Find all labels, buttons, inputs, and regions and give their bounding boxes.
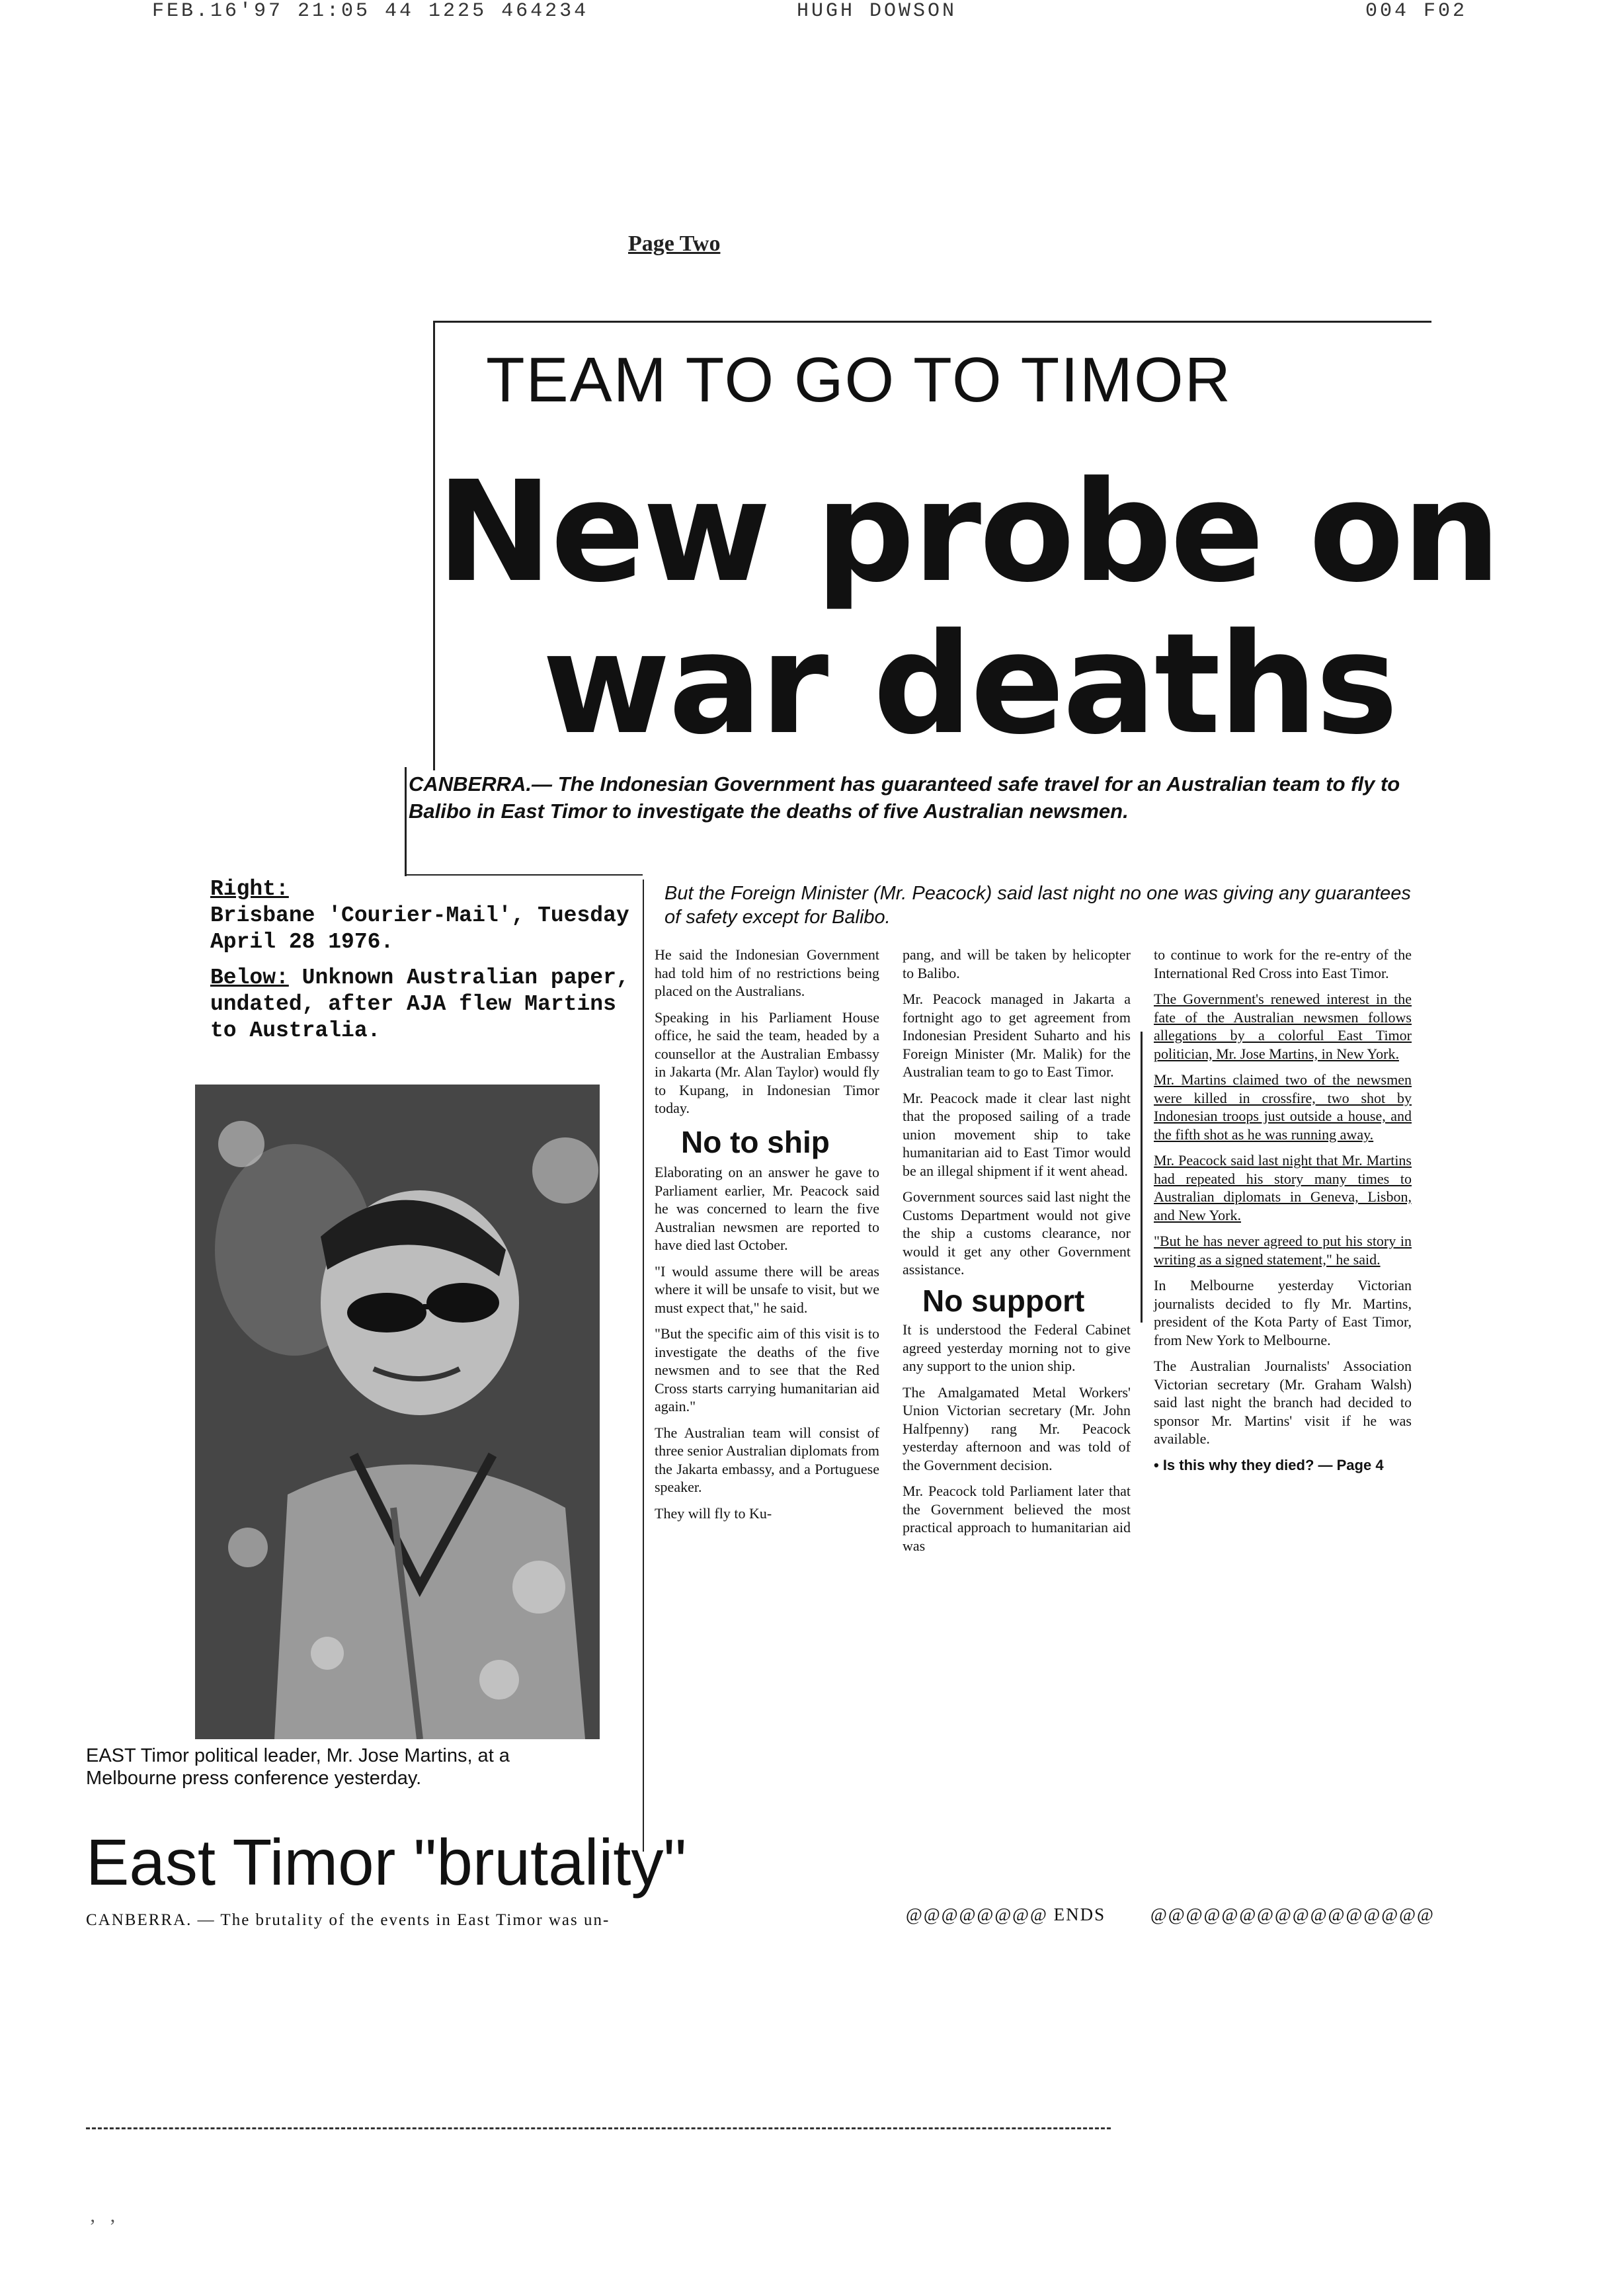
subhead-no-support: No support (922, 1283, 1085, 1318)
column-rule-left (643, 880, 644, 1852)
intro-left-rule (405, 767, 407, 876)
second-article-text: CANBERRA. — The brutality of the events in East Timor was un- (86, 1911, 610, 1929)
highlight-bracket (1141, 1032, 1143, 1323)
col1-paragraph-4: "I would assume there will be areas where it will be unsafe to visit, but we must expect that," he said. (655, 1262, 879, 1316)
headline-line-1: New probe on (436, 451, 1500, 613)
intro-bottom-rule (405, 874, 643, 876)
col2-paragraph-7: Mr. Peacock told Parliament later that the Government believed the most practical approach to humanitarian aid was (903, 1483, 1131, 1554)
fax-datetime: FEB.16'97 21:05 44 1225 464234 (152, 0, 589, 22)
martins-photo (195, 1085, 600, 1739)
photo-caption: EAST Timor political leader, Mr. Jose Martins, at a Melbourne press conference yesterday. (86, 1745, 510, 1789)
ends-marker: @@@@@@@@ ENDS (906, 1905, 1106, 1924)
col2-paragraph-5: It is understood the Federal Cabinet agreed yesterday morning not to give any support to the union ship. (903, 1321, 1131, 1374)
col1-paragraph-1: He said the Indonesian Government had told him of no restrictions being placed on the Australians. (655, 946, 879, 999)
col2-paragraph-1: pang, and will be taken by helicopter to Balibo. (903, 946, 1131, 981)
article-lede: But the Foreign Minister (Mr. Peacock) said last night no one was giving any guarantees of safety except for Balibo. (664, 883, 1411, 928)
col2-paragraph-2: Mr. Peacock managed in Jakarta a fortnight ago to get agreement from Indonesian President Suharto and his Foreign Minister (Mr. Malik) for the Australian team to go to East Timor. (903, 991, 1131, 1080)
col1-paragraph-7: They will fly to Ku- (655, 1504, 772, 1522)
subhead-no-to-ship: No to ship (681, 1124, 830, 1159)
margin-marks: ’ ’ (89, 2215, 116, 2237)
annotation-below-label: Below: (210, 965, 289, 990)
typed-annotation (210, 876, 633, 1044)
col3-see-page-4: • Is this why they died? — Page 4 (1154, 1456, 1384, 1473)
frame-left-rule (433, 321, 435, 770)
col3-paragraph-5: "But he has never agreed to put his story in writing as a signed statement," he said. (1154, 1233, 1412, 1268)
article-intro: CANBERRA.— The Indonesian Government has guaranteed safe travel for an Australian team to fly to Balibo in East Timor to investigate the deaths of five Australian newsmen. (409, 772, 1400, 823)
portrait-illustration (195, 1085, 600, 1739)
fax-page-number: 004 F02 (1365, 0, 1468, 22)
col1-paragraph-2: Speaking in his Parliament House office, he said the team, headed by a counsellor at the Australian Embassy in Jakarta (Mr. Alan Taylor) would fly to Kupang, in Indonesian Timor today. (655, 1008, 879, 1116)
col2-paragraph-6: The Amalgamated Metal Workers' Union Victorian secretary (Mr. John Halfpenny) rang Mr. Peacock yesterday afternoon and was told of the Government decision. (903, 1383, 1131, 1473)
fax-sender: HUGH DOWSON (797, 0, 957, 22)
col2-paragraph-3: Mr. Peacock made it clear last night that the proposed sailing of a trade union movement ship to take humanitarian aid to East Timor would be an illegal shipment if it went ahead. (903, 1089, 1131, 1179)
column-2 (903, 946, 1131, 1555)
col2-paragraph-4: Government sources said last night the Customs Department would not give the ship a customs clearance, nor would it get any other Government assistance. (903, 1188, 1131, 1278)
article-kicker: TEAM TO GO TO TIMOR (486, 345, 1232, 415)
column-3 (1154, 946, 1412, 1474)
col3-paragraph-2: The Government's renewed interest in the fate of the Australian newsmen follows allegations by a colorful East Timor politician, Mr. Jose Martins, in New York. (1154, 991, 1412, 1062)
col1-paragraph-5: "But the specific aim of this visit is to investigate the deaths of the five newsmen and to see that the Red Cross starts carrying humanitarian aid again." (655, 1325, 879, 1414)
ends-trail: @@@@@@@@@@@@@@@@ (1150, 1905, 1435, 1924)
col3-paragraph-1: to continue to work for the re-entry of the International Red Cross into East Timor. (1154, 946, 1412, 981)
frame-top-rule (433, 321, 1431, 323)
annotation-right-label: Right: (210, 877, 289, 901)
annotation-right-text: Brisbane 'Courier-Mail', Tuesday April 28 1976. (210, 903, 629, 954)
col1-paragraph-3: Elaborating on an answer he gave to Parliament earlier, Mr. Peacock said he was concerned to learn the five Australian newsmen are reported to have died last October. (655, 1164, 879, 1253)
annotation-below-text: Unknown Australian paper, undated, after AJA flew Martins to Australia. (210, 965, 629, 1043)
page-label: Page Two (628, 231, 721, 256)
dashed-rule (86, 2127, 1111, 2129)
second-article-headline: East Timor "brutality" (86, 1826, 687, 1899)
col3-paragraph-4: Mr. Peacock said last night that Mr. Martins had repeated his story many times to Australian diplomats in Geneva, Lisbon, and New York. (1154, 1152, 1412, 1223)
col1-paragraph-6: The Australian team will consist of three senior Australian diplomats from the Jakarta embassy, and a Portuguese speaker. (655, 1424, 879, 1495)
headline-line-2: war deaths (542, 603, 1396, 765)
column-1 (655, 946, 879, 1522)
col3-paragraph-6: In Melbourne yesterday Victorian journalists decided to fly Mr. Martins, president of the Kota Party of East Timor, from New York to Melbourne. (1154, 1277, 1412, 1348)
col3-paragraph-3: Mr. Martins claimed two of the newsmen were killed in crossfire, two shot by Indonesian troops just outside a house, and the fifth shot as he was running away. (1154, 1071, 1412, 1143)
col3-paragraph-7: The Australian Journalists' Association Victorian secretary (Mr. Graham Walsh) said last night the branch had decided to sponsor Mr. Martins' visit if he was available. (1154, 1358, 1412, 1447)
